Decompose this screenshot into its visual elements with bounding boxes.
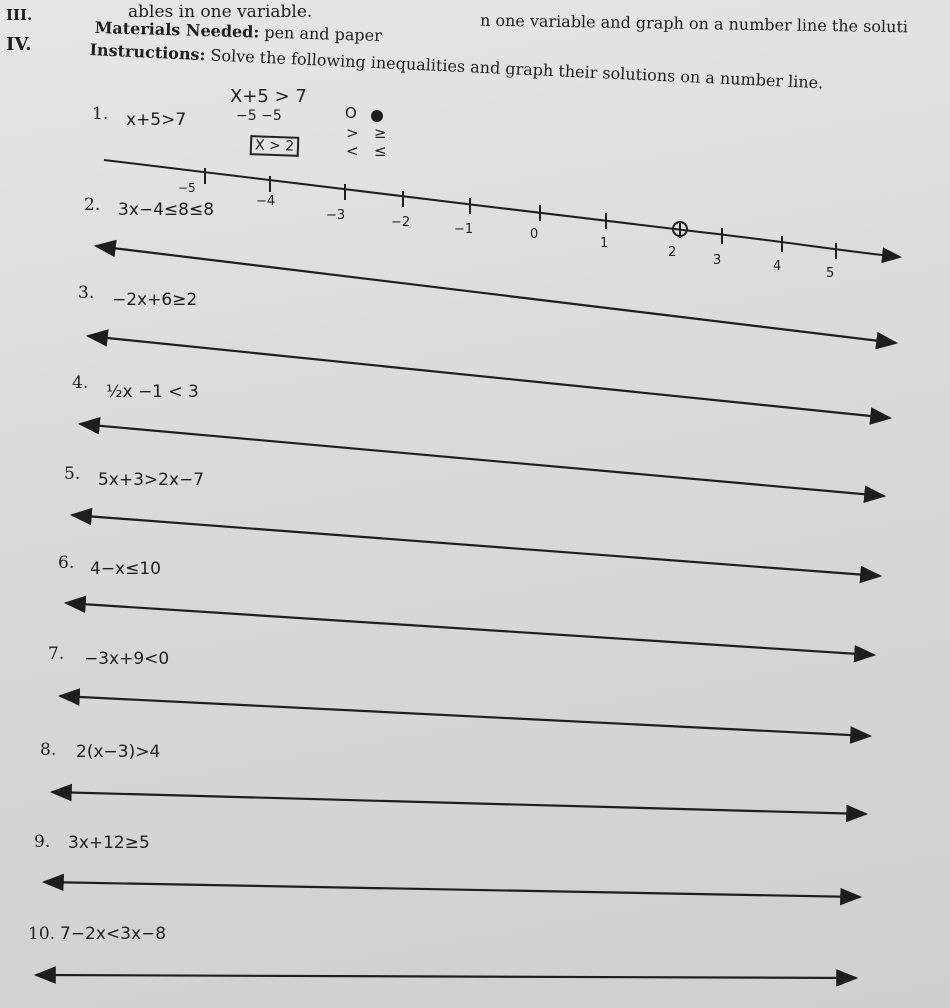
section-iii-numeral: III.: [6, 6, 33, 24]
handwritten-key-gt: >: [346, 124, 359, 142]
tick-label-5: 5: [826, 266, 835, 281]
problem-1-expression: x+5>7: [126, 110, 187, 130]
handwritten-minus-five: −5: [178, 181, 196, 195]
problem-7-number: 7.: [48, 644, 65, 664]
problem-10-expression: 7−2x<3x−8: [60, 924, 167, 944]
number-line-3: [88, 336, 890, 418]
tick-label-0: 0: [530, 227, 539, 242]
handwritten-answer: X > 2: [250, 135, 300, 157]
objective-fragment-2: n one variable and graph on a number line the soluti: [479, 10, 909, 37]
tick-label-neg2: −2: [391, 215, 411, 230]
problem-5-number: 5.: [64, 464, 81, 484]
problem-6-number: 6.: [58, 553, 75, 573]
problem-2-expression: 3x−4≤8≤8: [118, 200, 215, 220]
problem-5-expression: 5x+3>2x−7: [98, 470, 205, 490]
handwritten-step-1: X+5 > 7: [230, 86, 307, 107]
instructions-label: Instructions:: [89, 40, 206, 65]
problem-9-number: 9.: [34, 832, 51, 852]
section-iv-numeral: IV.: [6, 34, 32, 55]
problem-2-number: 2.: [84, 195, 101, 215]
problem-10-number: 10.: [28, 924, 56, 944]
handwritten-number-line: [104, 160, 900, 259]
problem-6-expression: 4−x≤10: [90, 559, 161, 579]
handwritten-key-ge: ≥: [374, 124, 387, 142]
number-line-10: [36, 975, 856, 978]
problem-3-number: 3.: [78, 283, 95, 303]
tick-label-neg3: −3: [326, 208, 346, 223]
materials-label: Materials Needed:: [94, 18, 260, 42]
problem-4-expression: ½x −1 < 3: [106, 382, 199, 402]
tick-label-neg4: −4: [256, 194, 276, 209]
tick-label-2: 2: [668, 245, 677, 260]
number-line-8: [52, 792, 866, 814]
problem-1-number: 1.: [92, 104, 109, 124]
problem-7-expression: −3x+9<0: [84, 649, 170, 669]
problem-9-expression: 3x+12≥5: [68, 833, 150, 853]
problem-8-number: 8.: [40, 740, 57, 760]
number-line-6: [66, 603, 874, 655]
handwritten-key-le: ≤: [374, 142, 387, 160]
objective-fragment-1: ables in one variable.: [128, 2, 313, 22]
problem-8-expression: 2(x−3)>4: [76, 742, 161, 762]
tick-label-3: 3: [713, 253, 722, 268]
tick-label-neg1: −1: [454, 222, 474, 237]
number-line-5: [72, 515, 880, 576]
problem-3-expression: −2x+6≥2: [112, 290, 198, 310]
instructions-text: Solve the following inequalities and graph their solutions on a number line.: [210, 45, 824, 93]
handwritten-open-circle: O: [345, 104, 357, 122]
number-line-4: [80, 424, 884, 496]
handwritten-step-2: −5 −5: [236, 108, 282, 124]
number-line-2: [96, 246, 896, 343]
number-line-9: [44, 882, 860, 897]
problem-4-number: 4.: [72, 373, 89, 393]
number-line-7: [60, 696, 870, 736]
tick-label-1: 1: [600, 236, 609, 251]
tick-label-4: 4: [773, 259, 782, 274]
handwritten-key-lt: <: [346, 142, 359, 160]
materials-value: pen and paper: [264, 22, 383, 46]
